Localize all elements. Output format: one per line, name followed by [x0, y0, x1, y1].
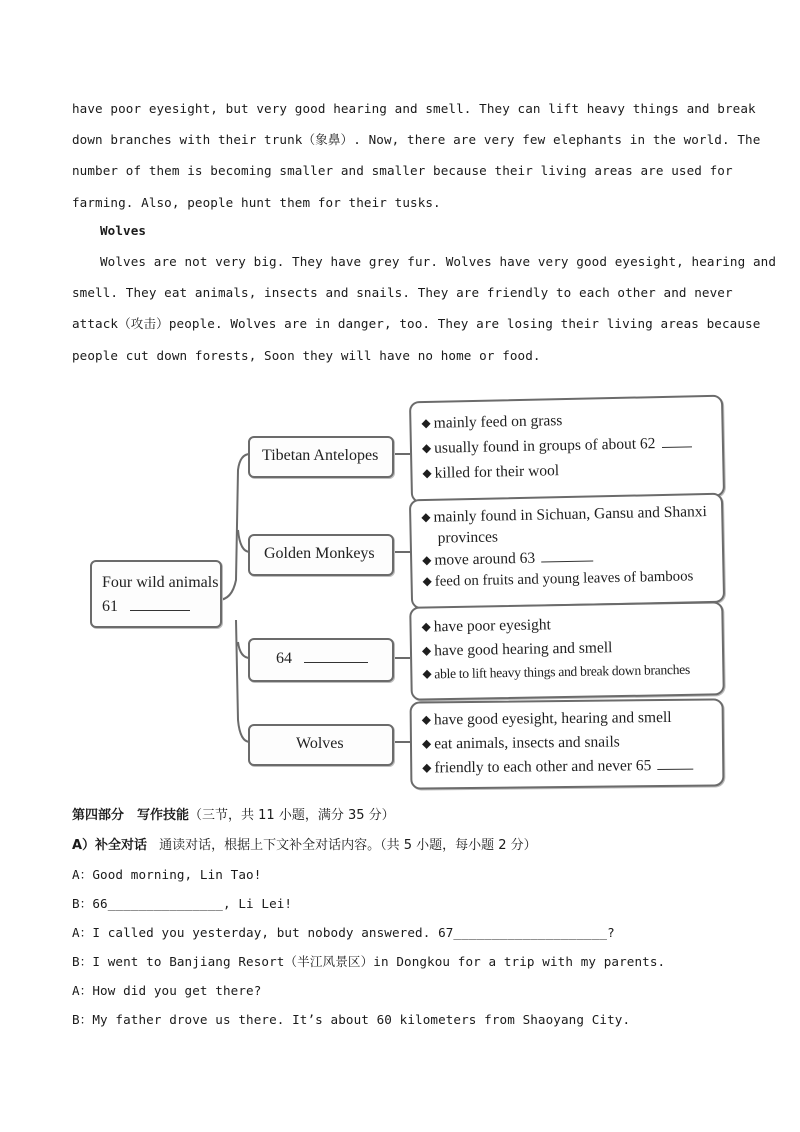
diamond-bullet-icon: ◆ — [421, 619, 431, 634]
dialogue-line-4: B：I went to Banjiang Resort（半江风景区）in Dongkou for a trip with my parents. — [72, 954, 666, 969]
category-label-wolves: Wolves — [296, 735, 344, 752]
elephants-line-2: down branches with their trunk（象鼻）. Now, there are very few elephants in the world. The — [72, 132, 761, 148]
root-blank-line — [102, 598, 190, 616]
category-box-64 — [248, 638, 394, 682]
diamond-bullet-icon: ◆ — [421, 440, 432, 456]
dialogue-line-3: A：I called you yesterday, but nobody answered. 67____________________? — [72, 925, 615, 940]
diamond-bullet-icon: ◆ — [422, 552, 432, 568]
detail-item: ◆ have good hearing and smell — [421, 639, 613, 660]
wolves-line-1: Wolves are not very big. They have grey fur. Wolves have very good eyesight, hearing and — [100, 254, 777, 269]
category-label-golden-monkeys: Golden Monkeys — [264, 545, 375, 562]
detail-item: ◆ mainly feed on grass — [421, 412, 563, 432]
detail-item: ◆ eat animals, insects and snails — [421, 733, 620, 753]
elephants-line-4: farming. Also, people hunt them for their tusks. — [72, 194, 441, 210]
answer-blank-65[interactable] — [657, 757, 693, 770]
category-blank-64[interactable] — [304, 650, 368, 663]
elephants-line-3: number of them is becoming smaller and smaller because their living areas are used for — [72, 163, 733, 179]
diamond-bullet-icon: ◆ — [421, 736, 432, 751]
detail-box-tibetan-antelopes — [409, 395, 725, 504]
diamond-bullet-icon: ◆ — [422, 573, 432, 589]
diamond-bullet-icon: ◆ — [421, 415, 431, 431]
category-label-tibetan-antelopes: Tibetan Antelopes — [262, 447, 379, 464]
detail-item: ◆ feed on fruits and young leaves of bamboos — [422, 568, 694, 590]
root-label: Four wild animals — [102, 574, 219, 591]
detail-item: ◆ mainly found in Sichuan, Gansu and Shanxi — [421, 503, 707, 526]
subsection-title: A）补全对话 — [72, 838, 148, 853]
detail-item: ◆ able to lift heavy things and break down branches — [422, 661, 691, 682]
wolves-line-3: attack（攻击）people. Wolves are in danger, too. They are losing their living areas because — [72, 316, 761, 332]
connector-root-to-wolves — [236, 620, 250, 742]
elephants-line-1: have poor eyesight, but very good hearing and smell. They can lift heavy things and break — [72, 101, 756, 116]
detail-box-elephants — [409, 601, 725, 700]
detail-item: ◆ move around 63 — [422, 548, 593, 570]
category-box-golden-monkeys — [248, 534, 394, 576]
detail-item: ◆ friendly to each other and never 65 — [422, 757, 693, 778]
detail-box-golden-monkeys — [409, 493, 725, 610]
wolves-paragraph — [72, 246, 777, 371]
dialogue-line-1: A：Good morning, Lin Tao! — [72, 867, 262, 882]
root-blank[interactable] — [130, 598, 190, 611]
category-label-64: 64 — [276, 650, 292, 667]
diamond-bullet-icon: ◆ — [422, 666, 432, 681]
subsection-instruction: 通读对话，根据上下文补全对话内容。（共 5 小题，每小题 2 分） — [159, 838, 537, 853]
category-blank-line-64 — [276, 650, 368, 668]
answer-blank-62[interactable] — [661, 434, 691, 448]
answer-blank-63[interactable] — [541, 548, 593, 562]
detail-item: ◆ killed for their wool — [422, 462, 560, 482]
detail-item: ◆ usually found in groups of about 62 — [422, 434, 692, 458]
diamond-bullet-icon: ◆ — [421, 509, 431, 525]
diamond-bullet-icon: ◆ — [422, 465, 432, 481]
diamond-bullet-icon: ◆ — [422, 760, 432, 775]
category-box-wolves — [248, 724, 394, 766]
detail-item-continued: provinces — [437, 528, 499, 547]
detail-box-wolves — [410, 698, 725, 789]
diamond-bullet-icon: ◆ — [421, 712, 432, 727]
detail-item: ◆ have poor eyesight — [421, 616, 552, 636]
subsection-heading — [72, 834, 537, 853]
root-blank-number: 61 — [102, 598, 118, 615]
section-heading — [72, 804, 395, 823]
animals-mind-map — [0, 380, 800, 800]
wolves-heading: Wolves — [100, 223, 147, 238]
diamond-bullet-icon: ◆ — [421, 643, 432, 658]
detail-item: ◆ have good eyesight, hearing and smell — [421, 708, 672, 729]
connector-root-to-antelopes — [218, 454, 250, 600]
section-title: 第四部分 写作技能 — [72, 808, 190, 823]
category-box-tibetan-antelopes — [248, 436, 394, 478]
root-box — [90, 560, 222, 628]
elephants-paragraph — [72, 93, 761, 218]
dialogue-line-2: B：66_______________, Li Lei! — [72, 896, 293, 911]
section-title-note: （三节，共 11 小题，满分 35 分） — [189, 808, 395, 823]
wolves-line-2: smell. They eat animals, insects and snails. They are friendly to each other and never — [72, 285, 733, 301]
wolves-line-4: people cut down forests, Soon they will have no home or food. — [72, 347, 541, 363]
dialogue-line-6: B：My father drove us there. It’s about 60 kilometers from Shaoyang City. — [72, 1012, 631, 1027]
dialogue-line-5: A：How did you get there? — [72, 983, 262, 998]
